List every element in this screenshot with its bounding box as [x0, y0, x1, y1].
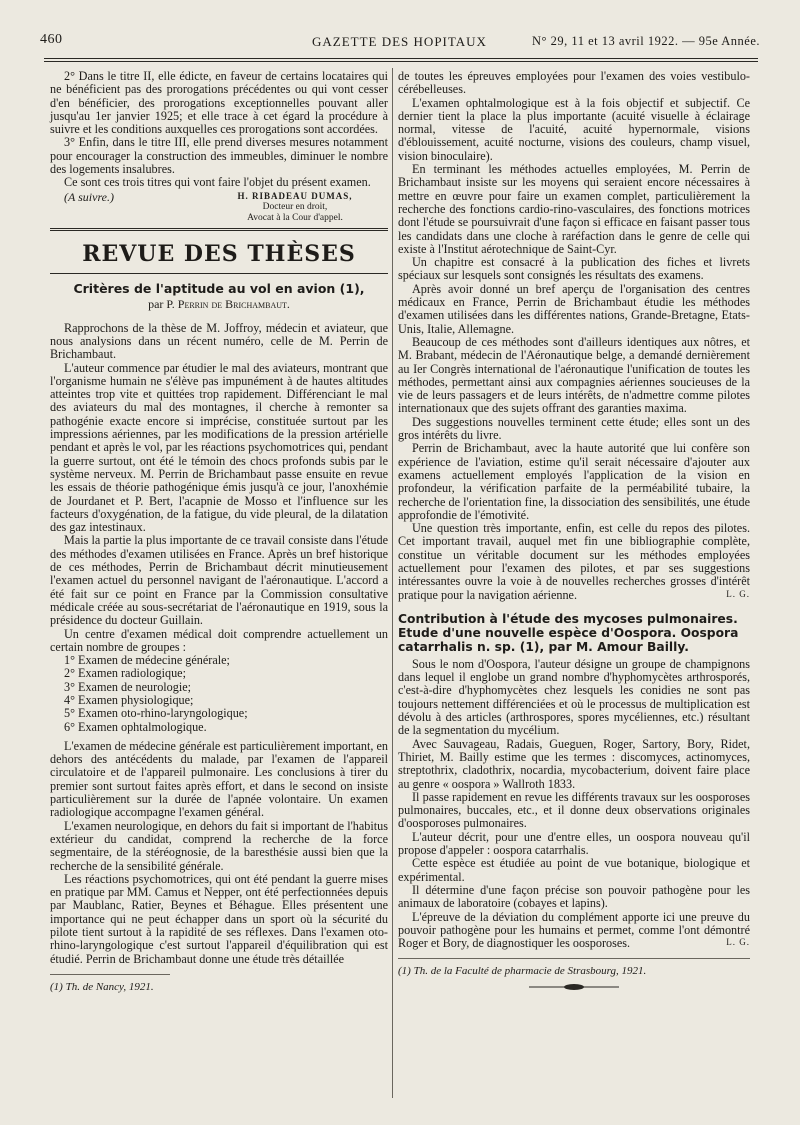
article-title: Critères de l'aptitude au vol en avion (1), — [73, 280, 365, 296]
list-item: 2° Examen radiologique; — [64, 666, 186, 681]
footnote: (1) Th. de Nancy, 1921. — [50, 980, 154, 993]
paragraph: Beaucoup de ces méthodes sont d'ailleurs identiques aux nôtres, et M. Brabant, médecin de l'Aéronautique belge, a demandé dernièrement au Ier Congrès international de l'aéronautique l'unification de toutes les méthodes, permettant ainsi aux compagnies aériennes soucieuses de la vie de leurs passagers et de leurs intérêts, de n'admettre comme pilotes internationaux que des sujets offrant des garanties maxima. — [398, 334, 750, 416]
left-column — [50, 70, 388, 993]
paragraph: Rapprochons de la thèse de M. Joffroy, médecin et aviateur, que nous analysions dans un récent numéro, celle de M. Perrin de Brichambaut. — [50, 320, 388, 362]
author-title: Docteur en droit, — [262, 201, 328, 212]
issue-info: N° 29, 11 et 13 avril 1922. — 95e Année. — [532, 34, 760, 48]
list-item: 5° Examen oto-rhino-laryngologique; — [64, 706, 248, 721]
paragraph: Sous le nom d'Oospora, l'auteur désigne un groupe de champignons dans lequel il englobe un grand nombre d'hyphomycètes arthrosporés, c'est-à-dire d'hyphomycètes chez lesquels les conidies ne sont pas toujours nettement différenciées et où le processus de multiplication est dévolu à des articles (arthrospores, spores mycéliennes, etc.) résultant de la segmentation du mycélium. — [398, 656, 750, 738]
initials: L. G. — [726, 588, 750, 599]
paragraph: Mais la partie la plus importante de ce travail consiste dans l'étude des méthodes d'examen utilisées en France. Après un bref historique de ces méthodes, Perrin de Brichambaut décrit minutieusement l'examen actuel du personnel navigant de l'aéronautique. L'accord a été fait sur ce point en France par la Commission consultative médicale créée au sous-secrétariat de l'aéronautique en 1919, sous la présidence du docteur Guillain. — [50, 533, 388, 628]
author-name: H. RIBADEAU DUMAS, — [237, 190, 353, 201]
paragraph: L'examen de médecine générale est particulièrement important, en dehors des antécédents du malade, par l'examen de l'appareil circulatoire et de l'appareil pulmonaire. Les conclusions à tirer du premier sont surtout faites après effort, et dans le second on insiste particulièrement sur la durée de l'apnée volontaire. Un examen radiologique accompagne l'examen général. — [50, 738, 388, 820]
paragraph: L'épreuve de la déviation du complément apporte ici une preuve du pouvoir pathogène pour les humains et permet, comme l'ont démontré Roger et Bory, de diagnostiquer les oosporoses. — [398, 909, 750, 951]
section-title: REVUE DES THÈSES — [82, 240, 356, 267]
footnote: (1) Th. de la Faculté de pharmacie de Strasbourg, 1921. — [398, 965, 647, 978]
byline-prefix: par P. — [148, 296, 175, 311]
paragraph: Ce sont ces trois titres qui vont faire l'objet du présent examen. — [64, 175, 371, 190]
list-item: 3° Examen de neurologie; — [64, 679, 192, 694]
paragraph: Après avoir donné un bref aperçu de l'organisation des centres médicaux en France, Perrin de Brichambaut étudie les méthodes d'examen utilisées dans les différentes nations, Grande-Bretagne, Etats-Unis, Italie, Allemagne. — [398, 281, 750, 336]
paragraph: Un chapitre est consacré à la publication des fiches et livrets spéciaux sur lesquels sont consignés les résultats des examens. — [398, 255, 750, 283]
article-title: Contribution à l'étude des mycoses pulmonaires. Etude d'une nouvelle espèce d'Oospora. Oospora catarrhalis n. sp. (1), par M. Amour Bailly. — [398, 611, 739, 654]
paragraph: Il passe rapidement en revue les différents travaux sur les oosporoses pulmonaires, buccales, etc., et il donne deux observations originales d'oosporoses pulmonaires. — [398, 789, 750, 831]
column-divider — [392, 68, 393, 1098]
paragraph: 3° Enfin, dans le titre III, elle prend diverses mesures notamment pour encourager la construction des immeubles, diminuer le nombre des logements insalubres. — [50, 135, 388, 177]
paragraph: Avec Sauvageau, Radais, Gueguen, Roger, Sartory, Bory, Ridet, Thiriet, M. Bailly estime que les termes : discomyces, actinomyces, streptothrix, cladothrix, nocardia, mycobacterium, doivent faire place au genre « oospora » Wallroth 1833. — [398, 736, 750, 791]
paragraph: Il détermine d'une façon précise son pouvoir pathogène pour les animaux de laboratoire (cobayes et lapins). — [398, 882, 750, 911]
group-list — [50, 654, 388, 734]
paragraph: L'examen ophtalmologique est à la fois objectif et subjectif. Ce dernier tient la place la plus importante (acuité visuelle à éclairage normal, vitesse de l'acuité, acuité hypernormale, visions d'éblouissement, acuité nocturne, visions des couleurs, champ visuel, vision binoculaire). — [398, 95, 750, 163]
paragraph: Une question très importante, enfin, est celle du repos des pilotes. Cet important travail, auquel met fin une bibliographie complète, constitue un véritable document sur les méthodes employées actuellement pour l'examen des pilotes, et par ses suggestions intéressantes ouvre la voie à de nouvelles recherches grosses d'intérêt pratique pour la navigation aérienne. — [398, 521, 750, 602]
ornament-rule — [398, 983, 750, 994]
page-header — [40, 30, 766, 54]
list-item: 6° Examen ophtalmologique. — [64, 719, 207, 734]
paragraph: L'examen neurologique, en dehors du fait si important de l'habitus extérieur du candidat, comprend la recherche de la force segmentaire, de la stéréognosie, de la baresthésie aussi bien que la recherche de la sensibilité générale. — [50, 818, 388, 873]
header-rule — [44, 58, 758, 59]
list-item: 4° Examen physiologique; — [64, 692, 194, 707]
to-follow: (A suivre.) — [64, 189, 114, 204]
paragraph: de toutes les épreuves employées pour l'examen des voies vestibulo-cérébelleuses. — [398, 69, 750, 97]
paragraph: En terminant les méthodes actuelles employées, M. Perrin de Brichambaut insiste sur les moyens qui seraient encore nécessaires à mettre en œuvre pour faire un examen complet, particulièrement la recherche des fonctions cardio-rino-vasculaires, des fonctions motrices dont l'étude se poursuivrait d'une façon si efficace en faisant passer tous les candidats dans une cloche à raréfaction dans le genre de celle qui existe à l'Institut aérotechnique de Saint-Cyr. — [398, 162, 750, 256]
paragraph: Cette espèce est étudiée au point de vue botanique, biologique et expérimental. — [398, 856, 750, 884]
list-item: 1° Examen de médecine générale; — [64, 653, 230, 668]
footnote-rule — [50, 974, 170, 975]
paragraph: Perrin de Brichambaut, avec la haute autorité que lui confère son expérience de l'aviation, estime qu'il serait nécessaire d'ajouter aux examens actuellement employés l'application de la vision en profondeur, la vérification parfaite de la perméabilité tubaire, la recherche de l'orientation fine, la dissociation des sensibilités, une étude approfondie de l'émotivité. — [398, 441, 750, 522]
paragraph: L'auteur décrit, pour une d'entre elles, un oospora nouveau qu'il propose d'appeler : oospora catarrhalis. — [398, 829, 750, 858]
page-number: 460 — [40, 32, 63, 47]
ornament-icon — [529, 983, 619, 991]
right-column — [398, 70, 750, 994]
paragraph: 2° Dans le titre II, elle édicte, en faveur de certains locataires qui ne bénéficient pas des prorogations précédentes ou qui vont cesser d'en bénéficier, des prorogations exceptionnelles pouvant aller jusqu'au 1er janvier 1925; et elle trace à cet égard la procédure à suivre et les conditions auxquelles ces prorogations sont accordées. — [50, 69, 388, 137]
section-rule — [50, 273, 388, 274]
paragraph: L'auteur commence par étudier le mal des aviateurs, montrant que l'organisme humain ne s'élève pas impunément à de hautes altitudes atteintes trop vite et quittées trop rapidement. Différenciant le mal des aviateurs du mal des montagnes, il cherche à remonter sa pathogénie exacte encore si imprécise, constituée surtout par les impressions aériennes, par les modifications de la pression artérielle pendant et après le vol, par les réactions psychomotrices qui, pendant la guerre surtout, ont été le témoin des chocs profonds subis par le système nerveux. M. Perrin de Brichambaut passe ensuite en revue les essais de théorie pathogénique émis jusqu'à ce jour, l'anoxhémie de Jourdanet et P. Bert, l'acapnie de Mosso et l'influence sur les facteurs d'oxygénation, de la fatigue, du vide pleural, de la dilatation des gaz intestinaux. — [50, 360, 388, 535]
byline-author: Perrin de Brichambaut. — [177, 296, 290, 311]
journal-title: GAZETTE DES HOPITAUX — [312, 34, 487, 49]
section-rule — [50, 228, 388, 231]
author-title: Avocat à la Cour d'appel. — [247, 212, 343, 223]
article-byline — [50, 297, 388, 312]
footnote-rule — [398, 958, 750, 959]
paragraph: Les réactions psychomotrices, qui ont été pendant la guerre mises en pratique par MM. Camus et Nepper, ont été perfectionnées depuis par Maublanc, Ratier, Beynes et Béhague. Elles présentent une importance qui ne peut échapper dans un sport où la sécurité du pilote tient surtout à la rapidité de ses réflexes. Dans l'examen oto-rhino-laryngologique c'est surtout l'appareil d'équilibration qui est étudié. Perrin de Brichambaut donne une étude très détaillée — [50, 871, 388, 966]
initials: L. G. — [726, 937, 750, 948]
paragraph: Des suggestions nouvelles terminent cette étude; elles sont un des gros intérêts du livre. — [398, 414, 750, 443]
paragraph: Un centre d'examen médical doit comprendre actuellement un certain nombre de groupes : — [50, 626, 388, 654]
header-rule-2 — [44, 61, 758, 62]
